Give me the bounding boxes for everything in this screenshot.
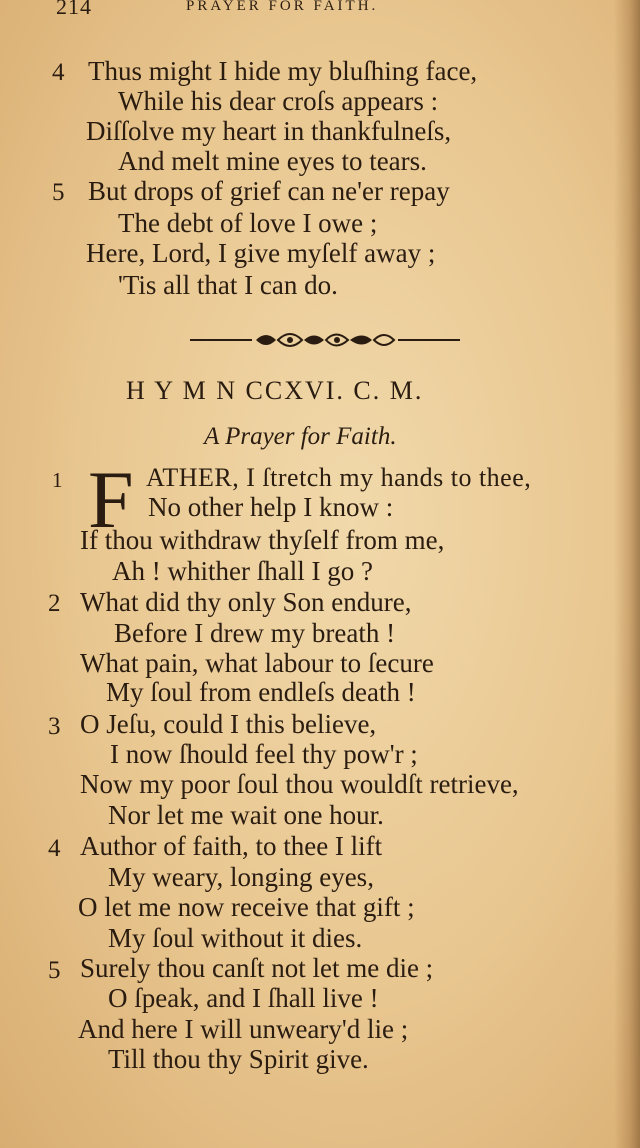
hymn-title: H Y M N CCXVI. C. M.	[126, 376, 424, 405]
hymn-line: Before I drew my breath !	[114, 618, 396, 648]
verse-number: 1	[52, 468, 63, 492]
hymn-line: Till thou thy Spirit give.	[108, 1044, 369, 1074]
verse-number: 2	[48, 590, 61, 617]
hymn-line: Now my poor ſoul thou wouldſt retrieve,	[80, 769, 519, 799]
ornament-divider-icon	[190, 325, 460, 355]
hymn-subtitle: A Prayer for Faith.	[204, 423, 397, 450]
verse-number: 5	[48, 957, 61, 984]
hymn-line: Ah ! whither ſhall I go ?	[112, 556, 373, 586]
hymn-line: My ſoul without it dies.	[108, 923, 363, 953]
hymn-line: Author of faith, to thee I lift	[80, 831, 383, 861]
hymn-line: But drops of grief can ne'er repay	[88, 176, 450, 206]
verse-number: 5	[52, 179, 65, 206]
hymn-line: And melt mine eyes to tears.	[118, 146, 427, 176]
hymn-line: ATHER, I ſtretch my hands to thee,	[146, 463, 532, 492]
hymn-line: Nor let me wait one hour.	[108, 800, 384, 830]
hymn-line: While his dear croſs appears :	[118, 86, 439, 116]
running-head: PRAYER FOR FAITH.	[186, 0, 379, 14]
drop-cap: F	[88, 454, 134, 545]
hymn-line: My weary, longing eyes,	[108, 862, 374, 892]
hymn-line: O ſpeak, and I ſhall live !	[108, 983, 379, 1013]
hymn-line: No other help I know :	[148, 492, 394, 522]
hymn-line: Here, Lord, I give myſelf away ;	[86, 238, 436, 268]
verse-number: 4	[52, 59, 65, 86]
page-spine-shadow	[614, 0, 640, 1148]
hymn-line: My ſoul from endleſs death !	[106, 677, 416, 707]
hymn-line: 'Tis all that I can do.	[118, 270, 338, 300]
verse-number: 4	[48, 835, 61, 862]
hymn-line: What did thy only Son endure,	[80, 587, 412, 617]
hymn-line: Thus might I hide my bluſhing face,	[88, 56, 478, 86]
hymn-line: If thou withdraw thyſelf from me,	[80, 525, 445, 555]
hymn-line: I now ſhould feel thy pow'r ;	[110, 739, 418, 769]
hymn-line: And here I will unweary'd lie ;	[78, 1014, 409, 1044]
hymn-line: O Jeſu, could I this believe,	[80, 709, 377, 739]
verse-number: 3	[48, 713, 61, 740]
hymn-line: What pain, what labour to ſecure	[80, 648, 434, 678]
hymn-line: O let me now receive that gift ;	[78, 892, 415, 922]
page-header	[56, 0, 616, 18]
hymn-line: Surely thou canſt not let me die ;	[80, 953, 434, 983]
hymn-line: The debt of love I owe ;	[118, 208, 378, 238]
hymn-line: Diſſolve my heart in thankfulneſs,	[86, 116, 452, 146]
page-number: 214	[56, 0, 92, 19]
